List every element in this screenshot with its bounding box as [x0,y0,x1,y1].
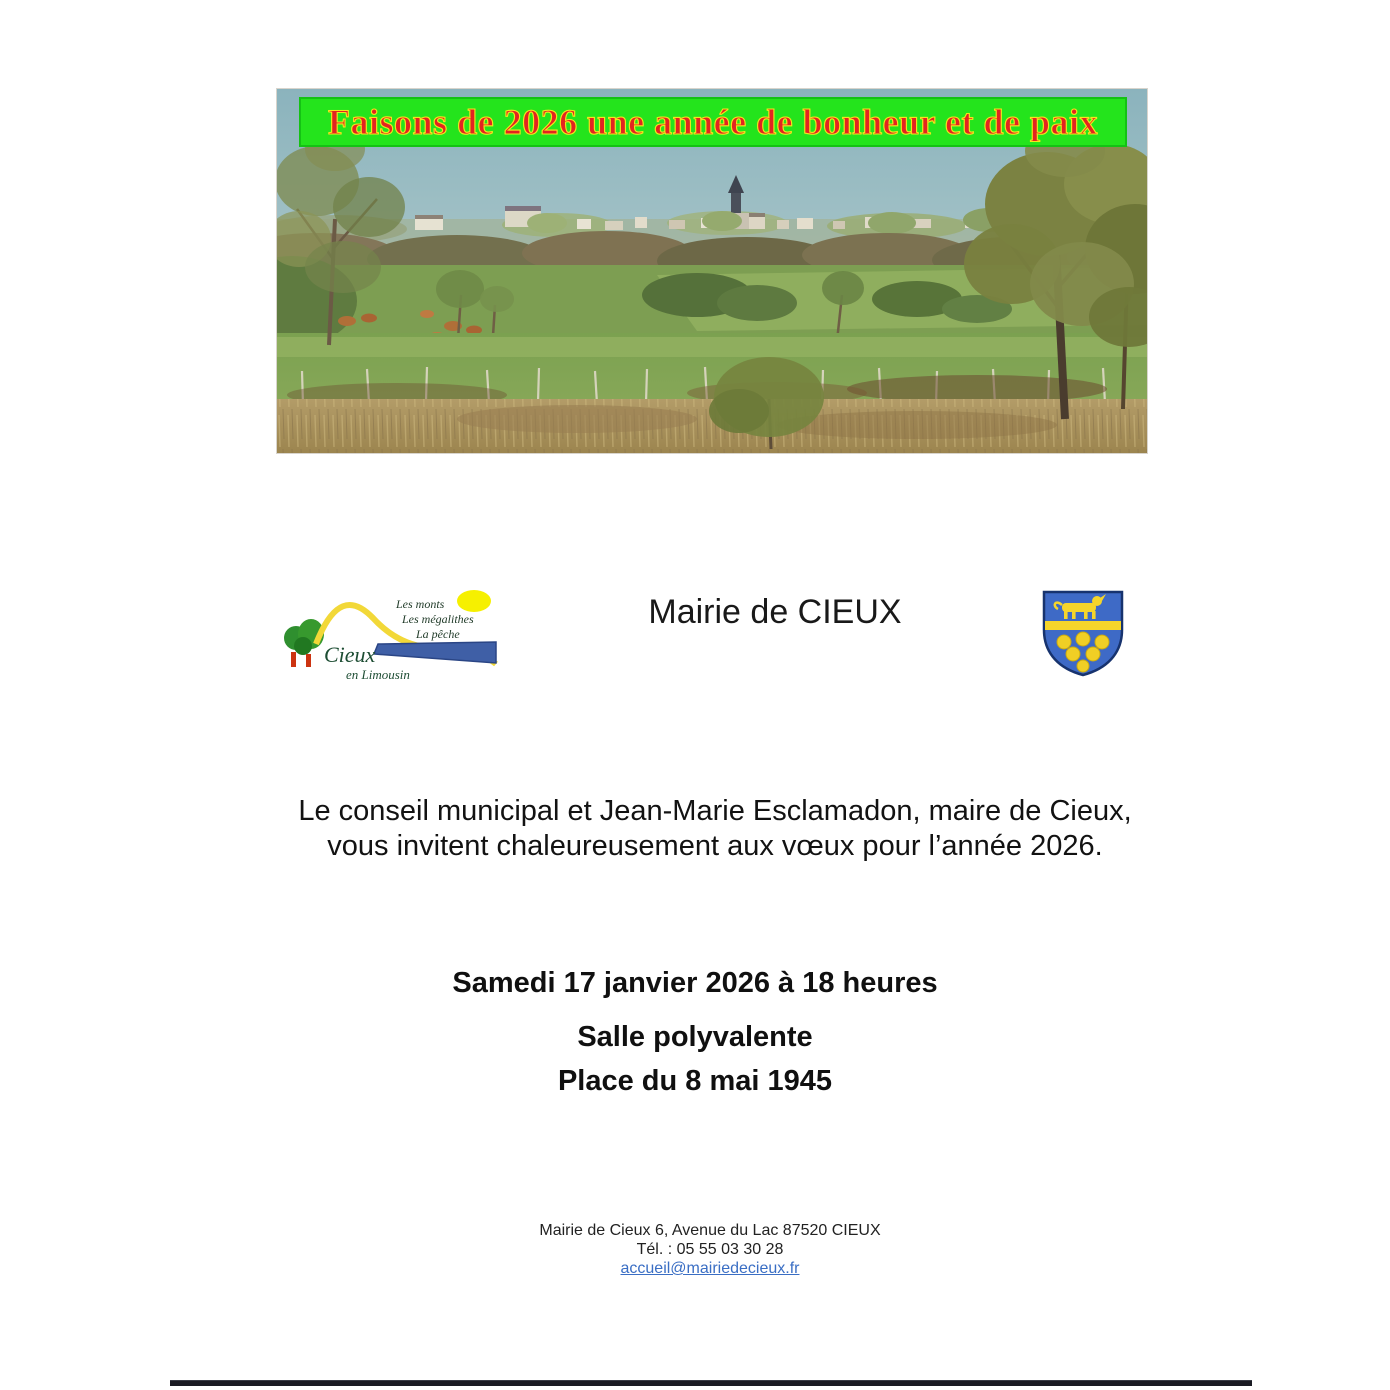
town-logo-graphic [278,584,510,686]
logo-slogan-1: Les monts [396,597,445,611]
event-datetime: Samedi 17 janvier 2026 à 18 heures [452,967,938,999]
logo-slogan-3: La pêche [416,627,460,641]
logo-slogan-2: Les mégalithes [402,612,474,626]
logo-lake-icon [374,642,496,663]
footer-address: Mairie de Cieux 6, Avenue du Lac 87520 CIEUX [539,1222,881,1239]
bottom-rule [170,1380,1252,1386]
shield-icon [1038,588,1128,678]
greeting-banner-text: Faisons de 2026 une année de bonheur et de paix [328,102,1098,142]
footer-phone: Tél. : 05 55 03 30 28 [636,1241,784,1258]
invitation-line-2: vous invitent chaleureusement aux vœux pour l’année 2026. [327,830,1103,862]
page-title: Mairie de CIEUX [648,593,902,631]
greeting-banner [299,97,1127,147]
logo-town-name: Cieux [324,642,376,667]
event-address: Place du 8 mai 1945 [557,1065,833,1097]
logo-region-name: en Limousin [346,667,410,682]
coat-of-arms [1038,588,1128,678]
event-venue: Salle polyvalente [577,1021,813,1053]
footer-email-link[interactable]: accueil@mairiedecieux.fr [620,1260,800,1277]
landscape-photo [276,88,1148,454]
invitation-line-1: Le conseil municipal et Jean-Marie Esclamadon, maire de Cieux, [298,795,1132,827]
invitation-text [165,794,1265,864]
logo-sun-icon [457,590,491,612]
fess-band [1045,621,1121,630]
town-logo [278,584,510,686]
footer [165,1221,1255,1278]
